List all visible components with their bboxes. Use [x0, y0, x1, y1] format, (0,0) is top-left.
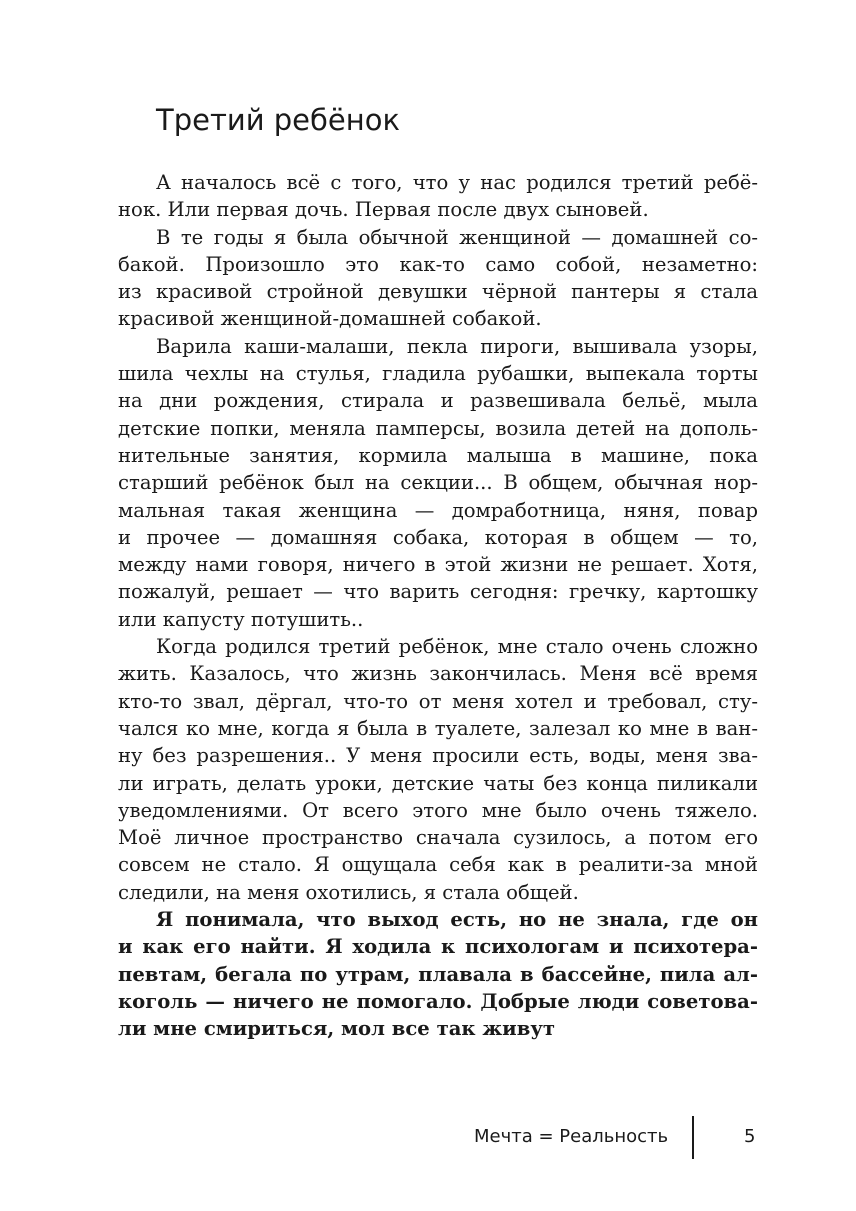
- text-line: коголь — ничего не помогало. Добрые люди советова-: [118, 989, 758, 1013]
- text-line: или капусту потушить..: [118, 607, 364, 631]
- text-line: мальная такая женщина — домработница, няня, повар: [118, 498, 758, 522]
- text-line: Когда родился третий ребёнок, мне стало очень сложно: [156, 635, 758, 659]
- paragraph: [118, 169, 758, 224]
- text-line: ну без разрешения.. У меня просили есть, воды, меня зва-: [118, 744, 758, 768]
- footer-divider: [692, 1116, 694, 1159]
- text-line: из красивой стройной девушки чёрной пантеры я стала: [118, 280, 758, 304]
- text-line: бакой. Произошло это как-то само собой, незаметно:: [118, 252, 758, 276]
- chapter-heading: Третий ребёнок: [156, 103, 400, 137]
- text-line: шила чехлы на стулья, гладила рубашки, выпекала торты: [118, 362, 758, 386]
- text-line: ли играть, делать уроки, детские чаты без конца пиликали: [118, 771, 758, 795]
- text-line: жить. Казалось, что жизнь закончилась. Меня всё время: [118, 662, 758, 686]
- text-line: кто-то звал, дёргал, что-то от меня хотел и требовал, сту-: [118, 689, 758, 713]
- text-line: ли мне смириться, мол все так живут: [118, 1017, 556, 1041]
- text-line: красивой женщиной-домашней собакой.: [118, 307, 542, 331]
- text-line: пожалуй, решает — что варить сегодня: гречку, картошку: [118, 580, 758, 604]
- paragraph: [118, 633, 758, 906]
- text-line: нительные занятия, кормила малыша в машине, пока: [118, 443, 758, 467]
- bold-paragraph: [118, 906, 758, 1042]
- paragraph: [118, 333, 758, 633]
- text-line: и как его найти. Я ходила к психологам и психотера-: [118, 935, 758, 959]
- text-line: Моё личное пространство сначала сузилось, а потом его: [118, 826, 758, 850]
- text-line: нок. Или первая дочь. Первая после двух сыновей.: [118, 198, 649, 222]
- text-line: уведомлениями. От всего этого мне было очень тяжело.: [118, 798, 758, 822]
- running-footer-title: Мечта = Реальность: [474, 1126, 669, 1147]
- text-line: и прочее — домашняя собака, которая в общем — то,: [118, 525, 758, 549]
- text-line: В те годы я была обычной женщиной — домашней со-: [156, 225, 758, 249]
- text-line: А началось всё с того, что у нас родился третий ребё-: [156, 171, 758, 194]
- text-line: детские попки, меняла памперсы, возила детей на дополь-: [118, 416, 758, 440]
- text-line: чался ко мне, когда я была в туалете, залезал ко мне в ван-: [118, 716, 758, 740]
- text-line: певтам, бегала по утрам, плавала в бассейне, пила ал-: [118, 962, 758, 986]
- text-line: совсем не стало. Я ощущала себя как в реалити-за мной: [118, 853, 758, 877]
- paragraph: [118, 224, 758, 333]
- text-line: между нами говоря, ничего в этой жизни не решает. Хотя,: [118, 553, 758, 577]
- text-line: на дни рождения, стирала и развешивала бельё, мыла: [118, 389, 758, 413]
- text-line: Я понимала, что выход есть, но не знала, где он: [156, 908, 758, 932]
- text-line: следили, на меня охотились, я стала общей.: [118, 880, 579, 904]
- body-text: [118, 169, 758, 1043]
- text-line: старший ребёнок был на секции... В общем, обычная нор-: [118, 471, 758, 495]
- text-line: Варила каши-малаши, пекла пироги, вышивала узоры,: [156, 334, 758, 358]
- page-number: 5: [744, 1126, 756, 1147]
